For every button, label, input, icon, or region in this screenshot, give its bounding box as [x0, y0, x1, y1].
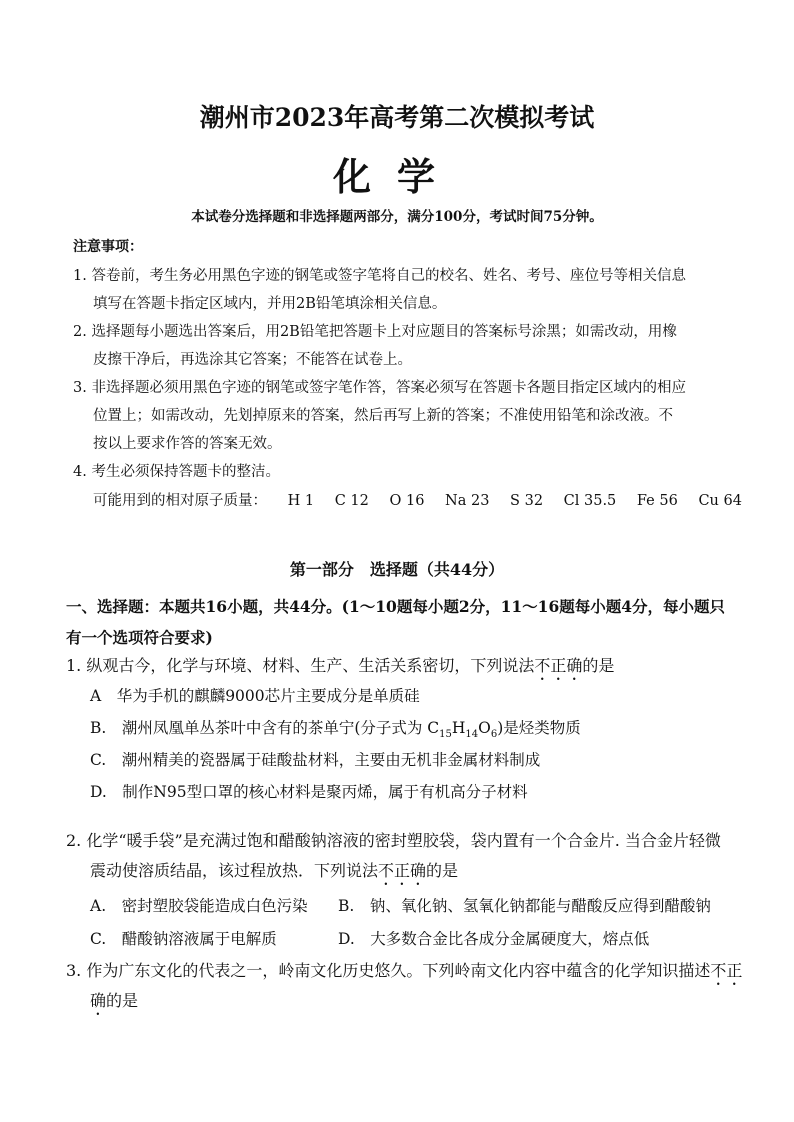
question-2-option-d: D. 大多数合金比各成分金属硬度大，熔点低 [338, 930, 650, 948]
atomic-mass-cl: Cl 35.5 [563, 493, 617, 509]
atomic-mass-c: C 12 [334, 493, 369, 509]
notice-item-1-line-2: 填写在答题卡指定区域内，并用2B铅笔填涂相关信息。 [93, 296, 447, 312]
emphasis-not-correct: 不正 [710, 961, 743, 980]
question-1-option-d: D. 制作N95型口罩的核心材料是聚丙烯，属于有机高分子材料 [90, 783, 528, 801]
question-3-stem-line-1: 3. 作为广东文化的代表之一，岭南文化历史悠久。下列岭南文化内容中蕴含的化学知识描述不正 [66, 961, 743, 980]
subject-title: 化学 [332, 154, 461, 199]
notice-item-2-line-1: 2. 选择题每小题选出答案后，用2B铅笔把答题卡上对应题目的答案标号涂黑；如需改动，用橡 [73, 324, 677, 340]
atomic-masses [93, 489, 758, 510]
notice-item-4: 4. 考生必须保持答题卡的整洁。 [73, 464, 280, 480]
question-2-stem-line-1: 2. 化学“暖手袋”是充满过饱和醋酸钠溶液的密封塑胶袋，袋内置有一个合金片. 当合金片轻微 [66, 831, 721, 850]
question-2-option-a: A. 密封塑胶袋能造成白色污染 [90, 897, 308, 915]
atomic-masses-label: 可能用到的相对原子质量： [93, 493, 267, 509]
atomic-mass-na: Na 23 [445, 493, 490, 509]
notice-item-1-line-1: 1. 答卷前，考生务必用黑色字迹的钢笔或签字笔将自己的校名、姓名、考号、座位号等相关信息 [73, 268, 686, 284]
notice-item-3-line-1: 3. 非选择题必须用黑色字迹的钢笔或签字笔作答，答案必须写在答题卡各题目指定区域内的相应 [73, 380, 686, 396]
part-1-heading: 第一部分 选择题（共44分） [289, 560, 505, 579]
atomic-mass-o: O 16 [389, 493, 425, 509]
question-3-stem-line-2: 确的是 [90, 991, 139, 1010]
atomic-mass-cu: Cu 64 [698, 493, 742, 509]
question-2-option-b: B. 钠、氧化钠、氢氧化钠都能与醋酸反应得到醋酸钠 [338, 897, 711, 915]
question-1-stem: 1. 纵观古今，化学与环境、材料、生产、生活关系密切，下列说法不正确的是 [66, 656, 615, 675]
exam-title: 潮州市2023年高考第二次模拟考试 [199, 103, 595, 132]
emphasis-not-correct-cont: 确 [90, 991, 107, 1010]
notice-item-3-line-3: 按以上要求作答的答案无效。 [93, 436, 282, 452]
exam-intro: 本试卷分选择题和非选择题两部分，满分100分，考试时间75分钟。 [191, 209, 603, 225]
question-2-option-c: C. 醋酸钠溶液属于电解质 [90, 930, 277, 948]
atomic-mass-s: S 32 [510, 493, 544, 509]
emphasis-not-correct: 不正确 [378, 861, 427, 880]
notice-heading: 注意事项： [73, 239, 143, 255]
question-1-option-b: B. 潮州凤凰单丛茶叶中含有的茶单宁(分子式为 $C_{15}H_{14}O_6$)是烃类物质 [90, 719, 581, 741]
notice-item-3-line-2: 位置上；如需改动，先划掉原来的答案，然后再写上新的答案；不准使用铅笔和涂改液。不 [93, 408, 673, 424]
question-1-option-a: A 华为手机的麒麟9000芯片主要成分是单质硅 [90, 687, 420, 705]
section-instructions-line-1: 一、选择题：本题共16小题，共44分。(1～10题每小题2分，11～16题每小题4分，每小题只 [66, 597, 726, 616]
section-instructions-line-2: 有一个选项符合要求) [66, 628, 213, 647]
question-1-option-c: C. 潮州精美的瓷器属于硅酸盐材料，主要由无机非金属材料制成 [90, 751, 541, 769]
question-2-stem-line-2: 震动使溶质结晶，该过程放热．下列说法不正确的是 [90, 861, 459, 880]
atomic-mass-h: H 1 [287, 493, 315, 509]
emphasis-not-correct: 不正确 [534, 656, 583, 675]
atomic-mass-fe: Fe 56 [636, 493, 678, 509]
notice-item-2-line-2: 皮擦干净后，再选涂其它答案；不能答在试卷上。 [93, 352, 412, 368]
